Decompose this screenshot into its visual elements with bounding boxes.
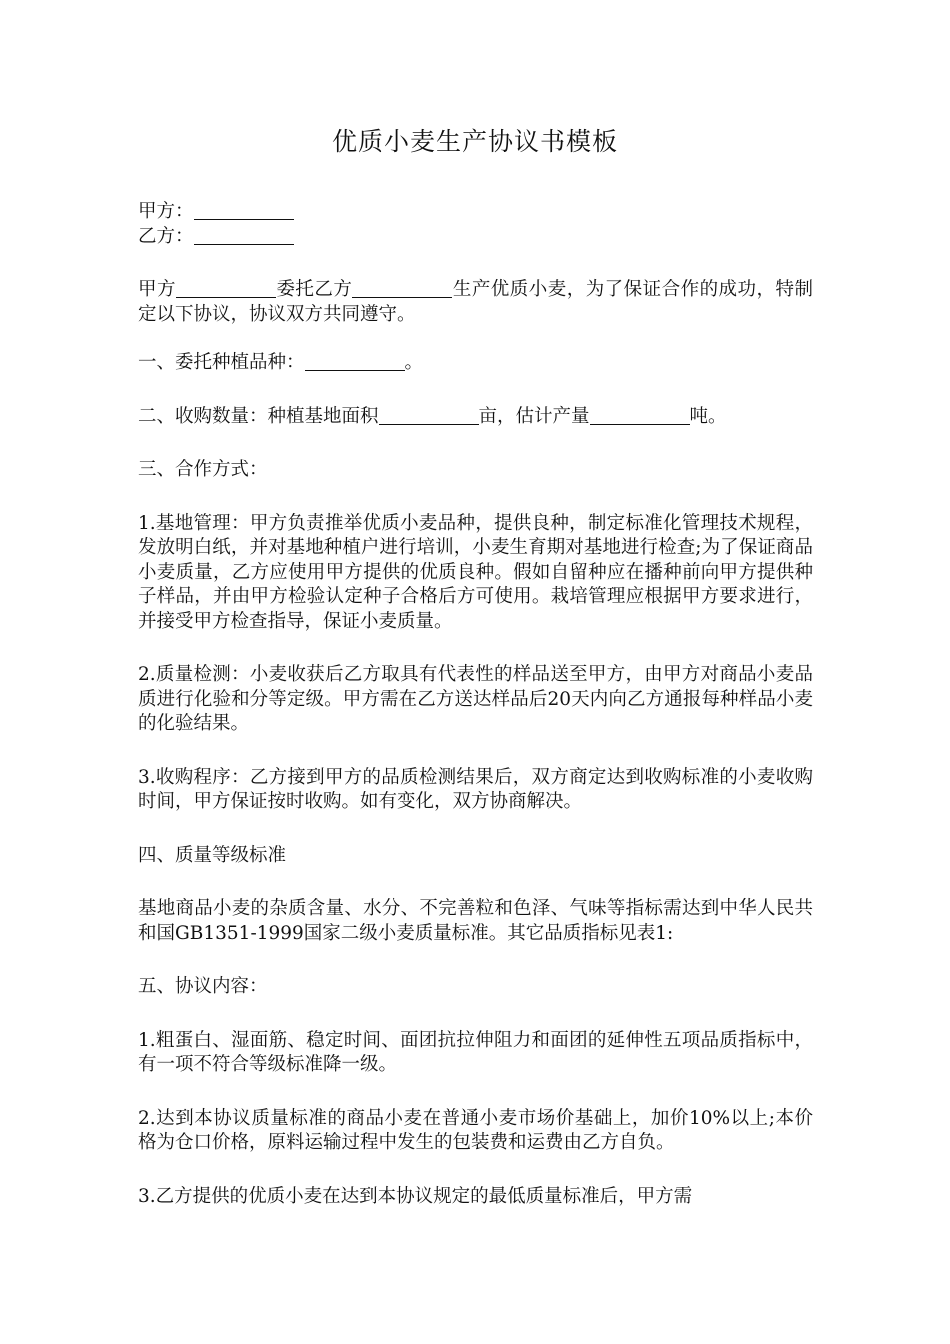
document-title: 优质小麦生产协议书模板 (331, 126, 618, 156)
party-b-blank (194, 225, 294, 245)
intro-text-b: 委托乙方 (275, 279, 353, 300)
variety-blank (305, 351, 405, 371)
section-3-paragraph-1: 1.基地管理：甲方负责推举优质小麦品种，提供良种，制定标准化管理技术规程，发放明白纸，并对基地种植户进行培训，小麦生育期对基地进行检查;为了保证商品小麦质量，乙方应使用甲方提供的优质良种。假如自留种应在播种前向甲方提供种子样品，并由甲方检验认定种子合格后方可使用。栽培管理应根据甲方要求进行，并接受甲方检查指导，保证小麦质量。 (138, 512, 813, 632)
section-5-paragraph-2: 2.达到本协议质量标准的商品小麦在普通小麦市场价基础上，加价10%以上;本价格为仓口价格，原料运输过程中发生的包装费和运费由乙方自负。 (138, 1107, 813, 1153)
intro-blank-1 (176, 278, 276, 298)
party-a-blank (194, 200, 294, 220)
party-a-line (138, 200, 813, 225)
section-4-heading: 四、质量等级标准 (138, 844, 287, 866)
yield-blank (590, 405, 690, 425)
section-3-heading: 三、合作方式： (138, 459, 268, 480)
intro-text-c: 生产优质小麦，为了保证合作的成功，特制定以下协议，协议双方共同遵守。 (138, 279, 813, 325)
party-b-line (138, 225, 813, 250)
document-body (138, 200, 813, 1209)
clause-variety-end: 。 (404, 352, 424, 373)
intro-blank-2 (352, 278, 452, 298)
clause-quantity-end: 吨。 (689, 405, 727, 427)
section-5-heading: 五、协议内容： (138, 976, 268, 997)
intro-text-a: 甲方 (138, 279, 176, 300)
area-blank (379, 405, 479, 425)
party-b-label: 乙方： (138, 225, 194, 247)
section-3-paragraph-2: 2.质量检测：小麦收获后乙方取具有代表性的样品送至甲方，由甲方对商品小麦品质进行化验和分等定级。甲方需在乙方送达样品后20天内向乙方通报每种样品小麦的化验结果。 (138, 664, 813, 734)
section-3-paragraph-3: 3.收购程序：乙方接到甲方的品质检测结果后，双方商定达到收购标准的小麦收购时间，甲方保证按时收购。如有变化，双方协商解决。 (138, 766, 813, 812)
section-5-paragraph-1: 1.粗蛋白、湿面筋、稳定时间、面团抗拉伸阻力和面团的延伸性五项品质指标中，有一项不符合等级标准降一级。 (138, 1029, 813, 1075)
clause-variety (138, 351, 813, 376)
clause-quantity-label: 二、收购数量：种植基地面积 (138, 405, 379, 427)
intro-paragraph (138, 278, 813, 327)
section-4-paragraph-1: 基地商品小麦的杂质含量、水分、不完善粒和色泽、气味等指标需达到中华人民共和国GB1351-1999国家二级小麦质量标准。其它品质指标见表1: (138, 898, 813, 944)
clause-quantity (138, 405, 813, 430)
clause-quantity-mid: 亩，估计产量 (478, 405, 590, 427)
party-a-label: 甲方： (138, 201, 194, 222)
section-5-paragraph-3: 3.乙方提供的优质小麦在达到本协议规定的最低质量标准后，甲方需 (138, 1185, 693, 1207)
clause-variety-label: 一、委托种植品种： (138, 352, 305, 373)
